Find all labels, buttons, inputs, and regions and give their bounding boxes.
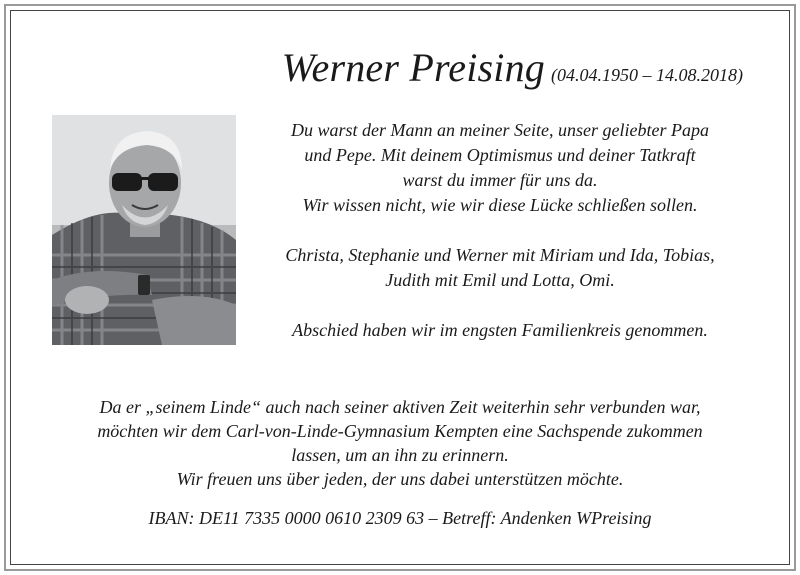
donation-line: Wir freuen uns über jeden, der uns dabei unterstützen möchte. [176,469,624,489]
portrait-illustration [52,115,236,345]
poem-line: Du warst der Mann an meiner Seite, unser geliebter Papa [291,120,709,140]
mourners-list [245,243,755,293]
obituary-heading [0,44,800,91]
poem-stanza-1 [245,118,755,218]
mourners-line: Judith mit Emil und Lotta, Omi. [385,270,615,290]
donation-paragraph [30,395,770,491]
iban-line: IBAN: DE11 7335 0000 0610 2309 63 – Betreff: Andenken WPreising [148,508,652,528]
deceased-name: Werner Preising [281,45,545,90]
donation-line: lassen, um an ihn zu erinnern. [291,445,509,465]
donation-line: möchten wir dem Carl-von-Linde-Gymnasium Kempten eine Sachspende zukommen [97,421,703,441]
poem-line: Wir wissen nicht, wie wir diese Lücke schließen sollen. [302,195,698,215]
poem-line: und Pepe. Mit deinem Optimismus und deiner Tatkraft [304,145,696,165]
portrait-photo [52,115,236,345]
farewell-line: Abschied haben wir im engsten Familienkreis genommen. [292,320,708,340]
donation-line: Da er „seinem Linde“ auch nach seiner aktiven Zeit weiterhin sehr verbunden war, [99,397,701,417]
life-dates: (04.04.1950 – 14.08.2018) [551,65,743,85]
mourners-line: Christa, Stephanie und Werner mit Miriam und Ida, Tobias, [285,245,715,265]
farewell-note [245,318,755,343]
poem-line: warst du immer für uns da. [402,170,598,190]
